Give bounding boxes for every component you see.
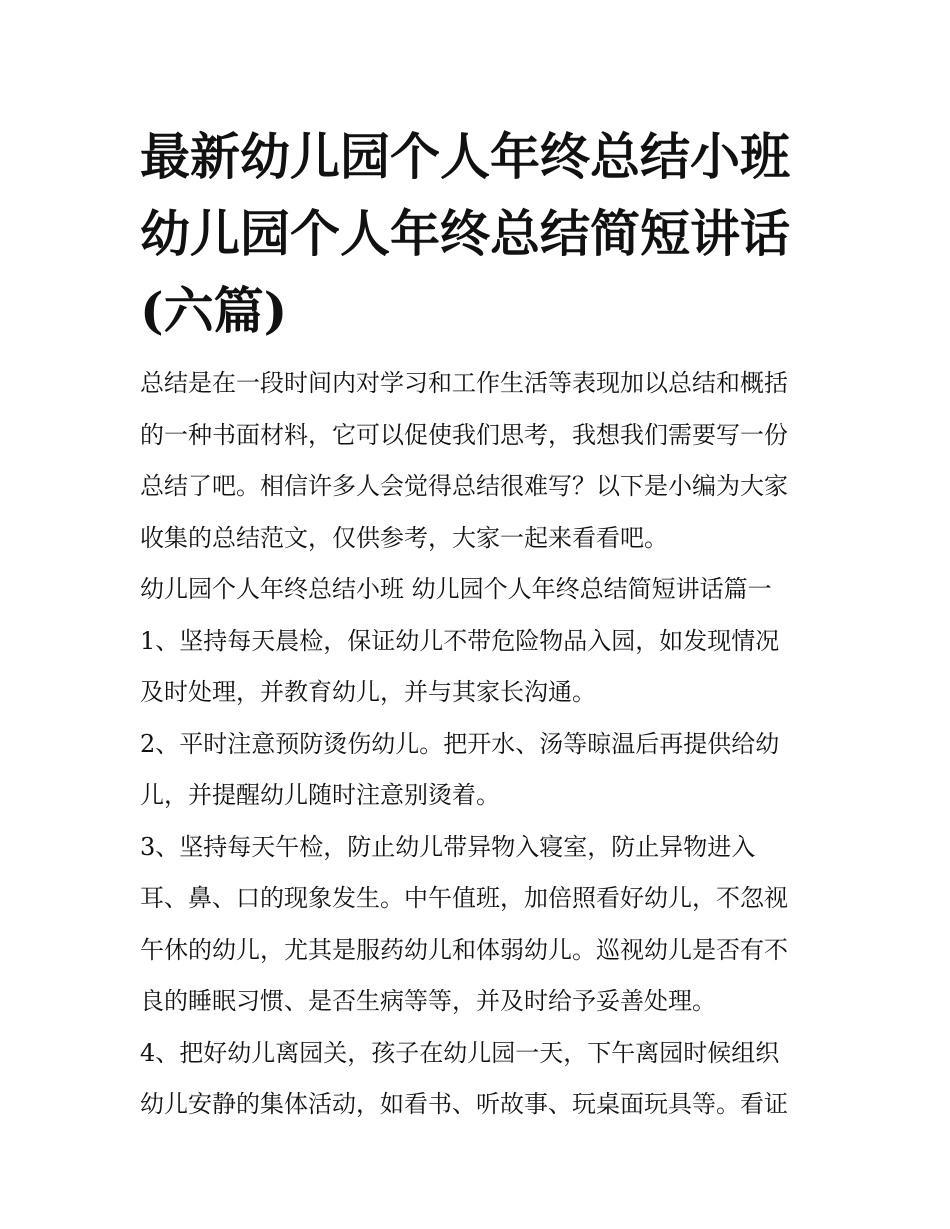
- body-line: 收集的总结范文，仅供参考，大家一起来看看吧。: [140, 523, 668, 552]
- title-line: 幼儿园个人年终总结简短讲话: [140, 204, 790, 263]
- body-line: 1、坚持每天晨检，保证幼儿不带危险物品入园，如发现情况: [140, 626, 780, 655]
- body-line: 耳、鼻、口的现象发生。中午值班，加倍照看好幼儿，不忽视: [140, 884, 788, 912]
- title-line: (六篇): [140, 281, 288, 340]
- title-line: 最新幼儿园个人年终总结小班: [140, 127, 790, 186]
- section-heading: 幼儿园个人年终总结小班 幼儿园个人年终总结简短讲话篇一: [140, 575, 772, 603]
- body-line: 2、平时注意预防烫伤幼儿。把开水、汤等晾温后再提供给幼: [140, 729, 780, 758]
- body-line: 总结了吧。相信许多人会觉得总结很难写？以下是小编为大家: [140, 472, 788, 500]
- body-line: 幼儿安静的集体活动，如看书、听故事、玩桌面玩具等。看证: [140, 1090, 788, 1118]
- body-line: 午休的幼儿，尤其是服药幼儿和体弱幼儿。巡视幼儿是否有不: [140, 935, 788, 964]
- body-line: 良的睡眠习惯、是否生病等等，并及时给予妥善处理。: [140, 987, 716, 1015]
- document-title: [140, 118, 820, 349]
- document-body: [140, 358, 820, 1131]
- body-line: 4、把好幼儿离园关，孩子在幼儿园一天，下午离园时候组织: [140, 1038, 780, 1067]
- body-line: 3、坚持每天午检，防止幼儿带异物入寝室，防止异物进入: [140, 832, 756, 861]
- body-line: 及时处理，并教育幼儿，并与其家长沟通。: [140, 678, 596, 706]
- body-line: 总结是在一段时间内对学习和工作生活等表现加以总结和概括: [140, 369, 788, 397]
- body-line: 的一种书面材料，它可以促使我们思考，我想我们需要写一份: [140, 420, 788, 449]
- body-line: 儿，并提醒幼儿随时注意别烫着。: [140, 781, 500, 809]
